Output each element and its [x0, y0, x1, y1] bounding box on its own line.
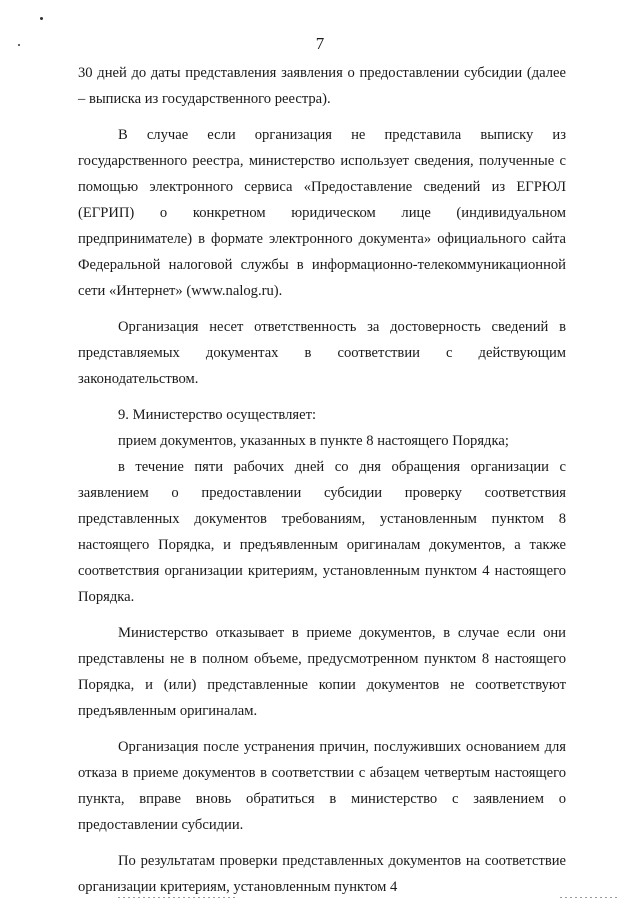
paragraph: прием документов, указанных в пункте 8 настоящего Порядка; — [118, 433, 509, 449]
scan-artifact-line — [560, 897, 620, 898]
page-number: 7 — [315, 34, 325, 53]
scan-artifact-dot — [40, 17, 43, 20]
paragraph: Организация несет ответственность за достоверность сведений в представляемых документах в соответствии с действующим законодательством. — [78, 319, 566, 387]
scan-artifact-line — [118, 897, 238, 898]
paragraph: в течение пяти рабочих дней со дня обращения организации с заявлением о предоставлении субсидии проверку соответствия представленных документов требованиям, установленным пунктом 8 настоящего Порядка, и предъявленным оригиналам документов, а также соответствия организации критериям, установленным пунктом 4 настоящего Порядка. — [78, 459, 566, 605]
document-body — [78, 60, 566, 900]
paragraph: В случае если организация не представила выписку из государственного реестра, министерство использует сведения, полученные с помощью электронного сервиса «Предоставление сведений из ЕГРЮЛ (ЕГРИП) о конкретном юридическом лице (индивидуальном предпринимателе) в формате электронного документа» официального сайта Федеральной налоговой службы в информационно-телекоммуникационной сети «Интернет» (www.nalog.ru). — [78, 127, 566, 299]
paragraph: 30 дней до даты представления заявления о предоставлении субсидии (далее – выписка из государственного реестра). — [78, 65, 566, 107]
paragraph: 9. Министерство осуществляет: — [118, 407, 316, 423]
paragraph: Министерство отказывает в приеме документов, в случае если они представлены не в полном объеме, предусмотренном пунктом 8 настоящего Порядка, и (или) представленные копии документов не соответствуют предъявленным оригиналам. — [78, 625, 566, 719]
paragraph: Организация после устранения причин, послуживших основанием для отказа в приеме документов в соответствии с абзацем четвертым настоящего пункта, вправе вновь обратиться в министерство с заявлением о предоставлении субсидии. — [78, 739, 566, 833]
paragraph: По результатам проверки представленных документов на соответствие организации критериям, установленным пунктом 4 — [78, 853, 566, 895]
